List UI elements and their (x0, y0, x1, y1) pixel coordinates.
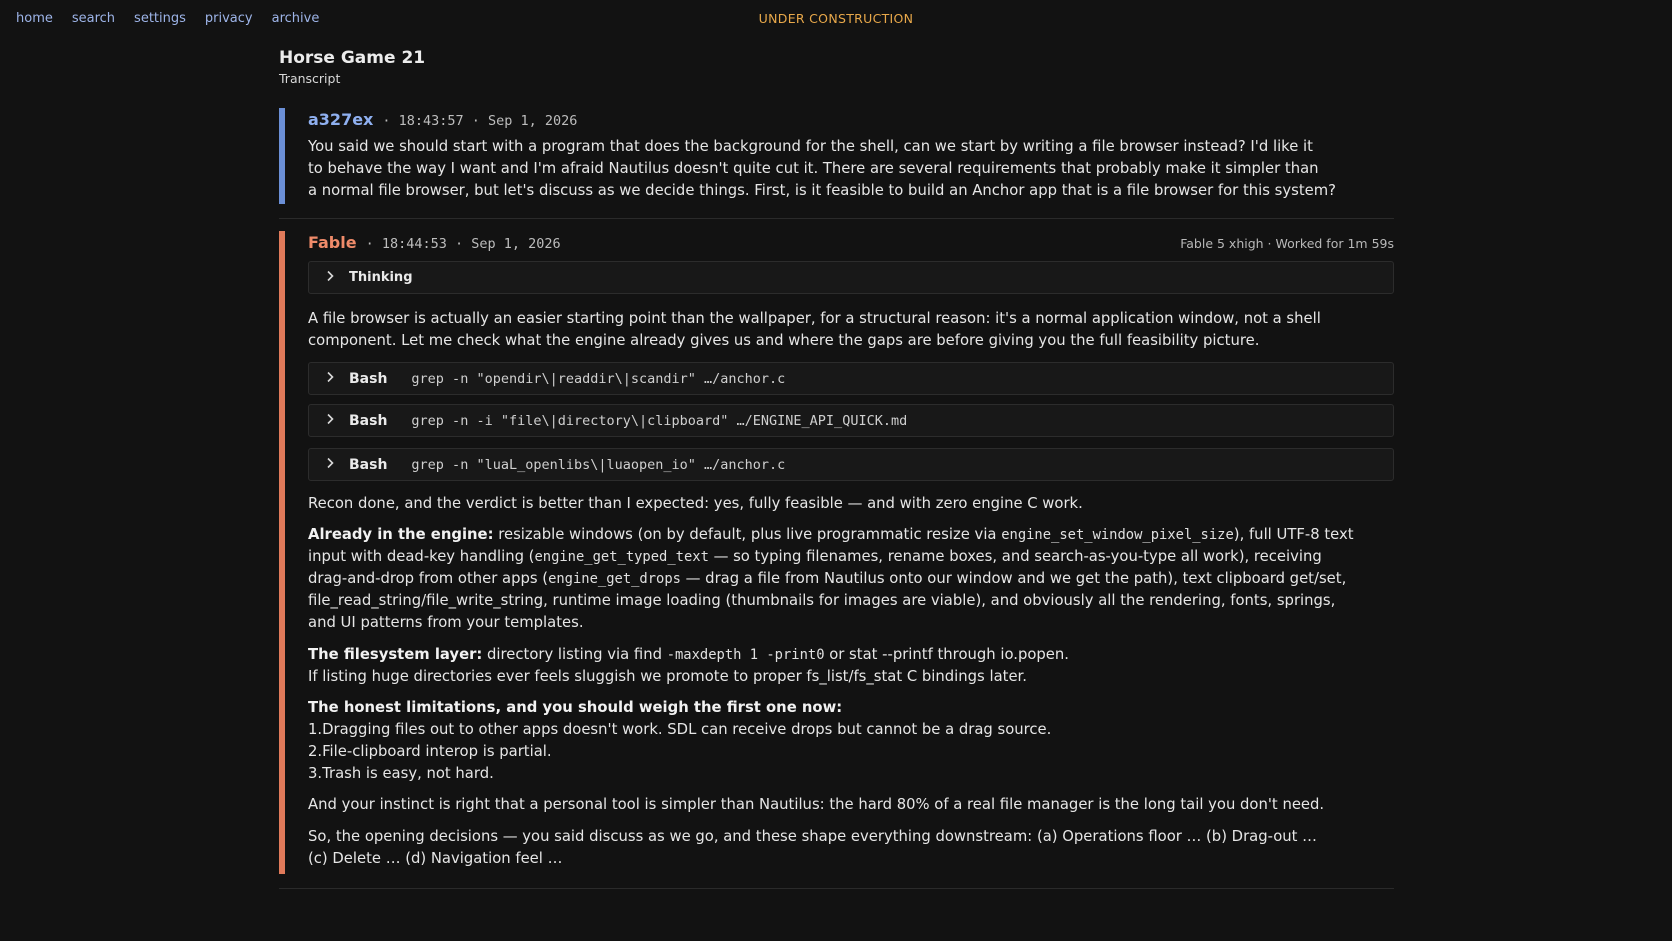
bash-tool-call[interactable] (308, 448, 1394, 481)
list-text: Dragging files out to other apps doesn't work. SDL can receive drops but cannot be a drag source. (322, 721, 1052, 738)
list-number: 3. (308, 765, 323, 782)
bash-tool-call[interactable] (308, 362, 1394, 395)
filesystem-text: directory listing via find (482, 646, 667, 663)
list-item (308, 763, 1394, 785)
assistant-timestamp: · 18:44:53 · Sep 1, 2026 (365, 236, 561, 252)
engine-text: drag-and-drop from other apps ( (308, 570, 549, 587)
assistant-intro (308, 308, 1394, 352)
thinking-toggle[interactable] (308, 261, 1394, 294)
engine-text: resizable windows (on by default, plus live programmatic resize via (493, 526, 1002, 543)
engine-text: input with dead-key handling ( (308, 548, 535, 565)
chevron-right-icon (325, 413, 349, 429)
nav-home-link[interactable]: home (16, 11, 53, 26)
message-divider (279, 888, 1394, 889)
transcript-content (279, 46, 1394, 889)
assistant-message-header (308, 233, 1394, 257)
filesystem-line (308, 644, 1394, 666)
filesystem-text: or stat --printf through io.popen. (824, 646, 1069, 663)
message-divider (279, 218, 1394, 219)
intro-line: A file browser is actually an easier starting point than the wallpaper, for a structural reason: it's a normal application window, not a shell (308, 310, 1321, 327)
engine-paragraph (308, 524, 1394, 634)
nav-privacy-link[interactable]: privacy (204, 11, 253, 26)
recon-summary (308, 493, 1394, 515)
model-status: Fable 5 xhigh · Worked for 1m 59s (1180, 236, 1394, 251)
tool-command: grep -n "luaL_openlibs\|luaopen_io" …/anchor.c (411, 456, 786, 473)
filesystem-label: The filesystem layer: (308, 646, 483, 663)
instinct-paragraph (308, 794, 1394, 816)
filesystem-line: If listing huge directories ever feels sluggish we promote to proper fs_list/fs_stat C bindings later. (308, 668, 1027, 685)
tool-command: grep -n -i "file\|directory\|clipboard" …/ENGINE_API_QUICK.md (411, 412, 908, 429)
tool-name: Bash (349, 456, 388, 473)
nav-search-link[interactable]: search (71, 11, 116, 26)
closing-line: (c) Delete … (d) Navigation feel … (308, 850, 563, 867)
chevron-right-icon (325, 457, 349, 473)
chevron-right-icon (325, 371, 349, 387)
list-text: Trash is easy, not hard. (322, 765, 494, 782)
user-author[interactable]: a327ex (308, 110, 374, 129)
closing-line: So, the opening decisions — you said discuss as we go, and these shape everything downstream: (a) Operations floor … (b) Drag-out … (308, 828, 1317, 845)
filesystem-paragraph (308, 644, 1394, 688)
top-nav (0, 0, 1672, 38)
user-text-line: You said we should start with a program that does the background for the shell, can we start by writing a file browser instead? I'd like it (308, 138, 1313, 155)
list-item (308, 719, 1394, 741)
closing-paragraph (308, 826, 1394, 870)
engine-code: engine_set_window_pixel_size (1001, 527, 1234, 543)
intro-line: component. Let me check what the engine already gives us and where the gaps are before giving you the full feasibility picture. (308, 332, 1260, 349)
tool-name: Bash (349, 412, 388, 429)
engine-line (308, 568, 1394, 590)
under-construction-banner: UNDER CONSTRUCTION (758, 11, 914, 26)
engine-line (308, 524, 1394, 546)
tool-name: Bash (349, 370, 388, 387)
user-text-line: a normal file browser, but let's discuss as we decide things. First, is it feasible to build an Anchor app that is a file browser for this system? (308, 182, 1336, 199)
engine-code: engine_get_typed_text (534, 549, 709, 565)
engine-label: Already in the engine: (308, 526, 494, 543)
page-title: Horse Game 21 (279, 48, 426, 68)
instinct-line: And your instinct is right that a personal tool is simpler than Nautilus: the hard 80% of a real file manager is the long tail you don't need. (308, 796, 1325, 813)
bash-tool-call[interactable] (308, 404, 1394, 437)
engine-line: and UI patterns from your templates. (308, 614, 584, 631)
limitations-label: The honest limitations, and you should weigh the first one now: (308, 699, 843, 716)
user-message (279, 108, 1394, 204)
nav-settings-link[interactable]: settings (134, 11, 186, 26)
page-subtitle: Transcript (279, 71, 341, 86)
assistant-message (279, 231, 1394, 874)
engine-text: — drag a file from Nautilus onto our window and we get the path), text clipboard get/set, (680, 570, 1347, 587)
user-text-line: to behave the way I want and I'm afraid Nautilus doesn't quite cut it. There are several requirements that probably make it simpler than (308, 160, 1319, 177)
nav-archive-link[interactable]: archive (271, 11, 320, 26)
user-timestamp: · 18:43:57 · Sep 1, 2026 (382, 113, 578, 129)
limitations-heading (308, 697, 1394, 719)
tool-command: grep -n "opendir\|readdir\|scandir" …/anchor.c (411, 370, 786, 387)
engine-line (308, 546, 1394, 568)
list-item (308, 741, 1394, 763)
user-message-header (308, 110, 1394, 134)
engine-code: engine_get_drops (548, 571, 681, 587)
engine-text: — so typing filenames, rename boxes, and search-as-you-type all work), receiving (708, 548, 1322, 565)
chevron-right-icon (325, 270, 349, 286)
engine-line: file_read_string/file_write_string, runtime image loading (thumbnails for images are viable), and obviously all the rendering, fonts, springs, (308, 592, 1336, 609)
engine-text: ), full UTF-8 text (1233, 526, 1354, 543)
list-number: 1. (308, 721, 323, 738)
list-number: 2. (308, 743, 323, 760)
filesystem-code: -maxdepth 1 -print0 (666, 647, 825, 663)
list-text: File-clipboard interop is partial. (322, 743, 552, 760)
thinking-label: Thinking (349, 270, 413, 285)
limitations-section (308, 697, 1394, 785)
assistant-author[interactable]: Fable (308, 233, 357, 252)
user-message-text (308, 136, 1394, 202)
recon-line: Recon done, and the verdict is better than I expected: yes, fully feasible — and with zero engine C work. (308, 495, 1083, 512)
